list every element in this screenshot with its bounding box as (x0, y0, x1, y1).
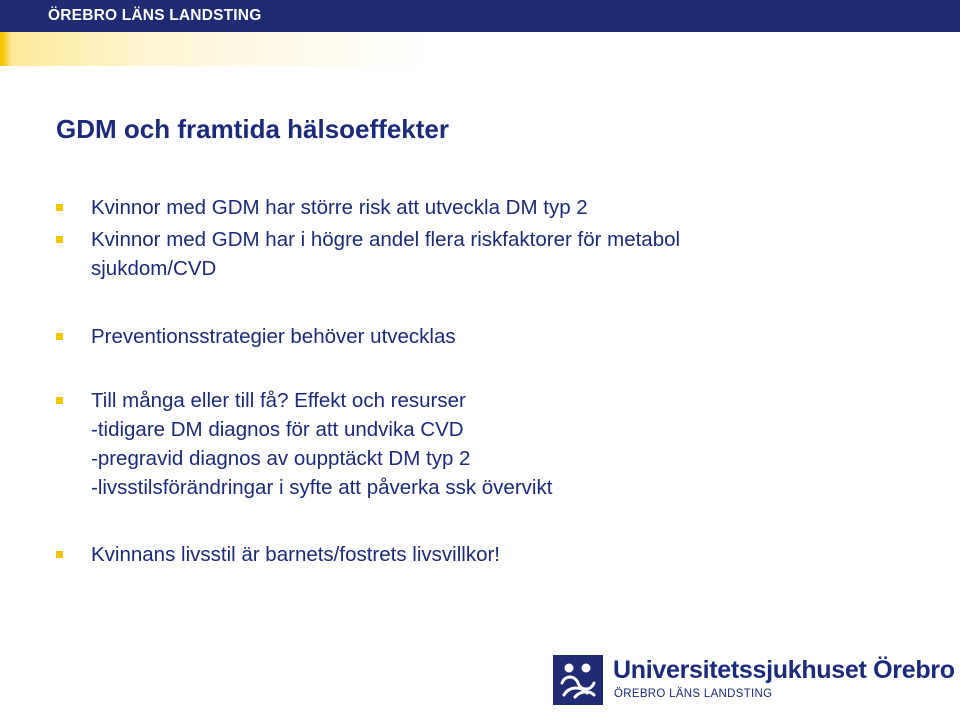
square-bullet-icon (56, 333, 63, 340)
bullet-text: Preventionsstrategier behöver utvecklas (91, 325, 456, 348)
bullet-text: Till många eller till få? Effekt och resurser -tidigare DM diagnos för att undvika CVD -pregravid diagnos av oupptäckt DM typ 2 -livsstilsförändringar i syfte att påverka ssk övervikt (91, 389, 553, 499)
slide-title: GDM och framtida hälsoeffekter (56, 114, 449, 144)
hospital-subtitle: ÖREBRO LÄNS LANDSTING (614, 688, 773, 700)
bullet-text: Kvinnor med GDM har större risk att utveckla DM typ 2 (91, 196, 588, 219)
hospital-logo (553, 655, 955, 707)
square-bullet-icon (56, 397, 63, 404)
bullet-text: Kvinnans livsstil är barnets/fostrets livsvillkor! (91, 543, 500, 566)
bullet-text: Kvinnor med GDM har i högre andel flera riskfaktorer för metabol sjukdom/CVD (91, 228, 681, 280)
people-emblem-icon (553, 655, 603, 705)
square-bullet-icon (56, 551, 63, 558)
header-accent-stripe (0, 32, 430, 66)
organization-name: ÖREBRO LÄNS LANDSTING (48, 7, 262, 24)
square-bullet-icon (56, 236, 63, 243)
hospital-name: Universitetssjukhuset Örebro (613, 656, 955, 684)
square-bullet-icon (56, 204, 63, 211)
header-bar (0, 0, 960, 32)
